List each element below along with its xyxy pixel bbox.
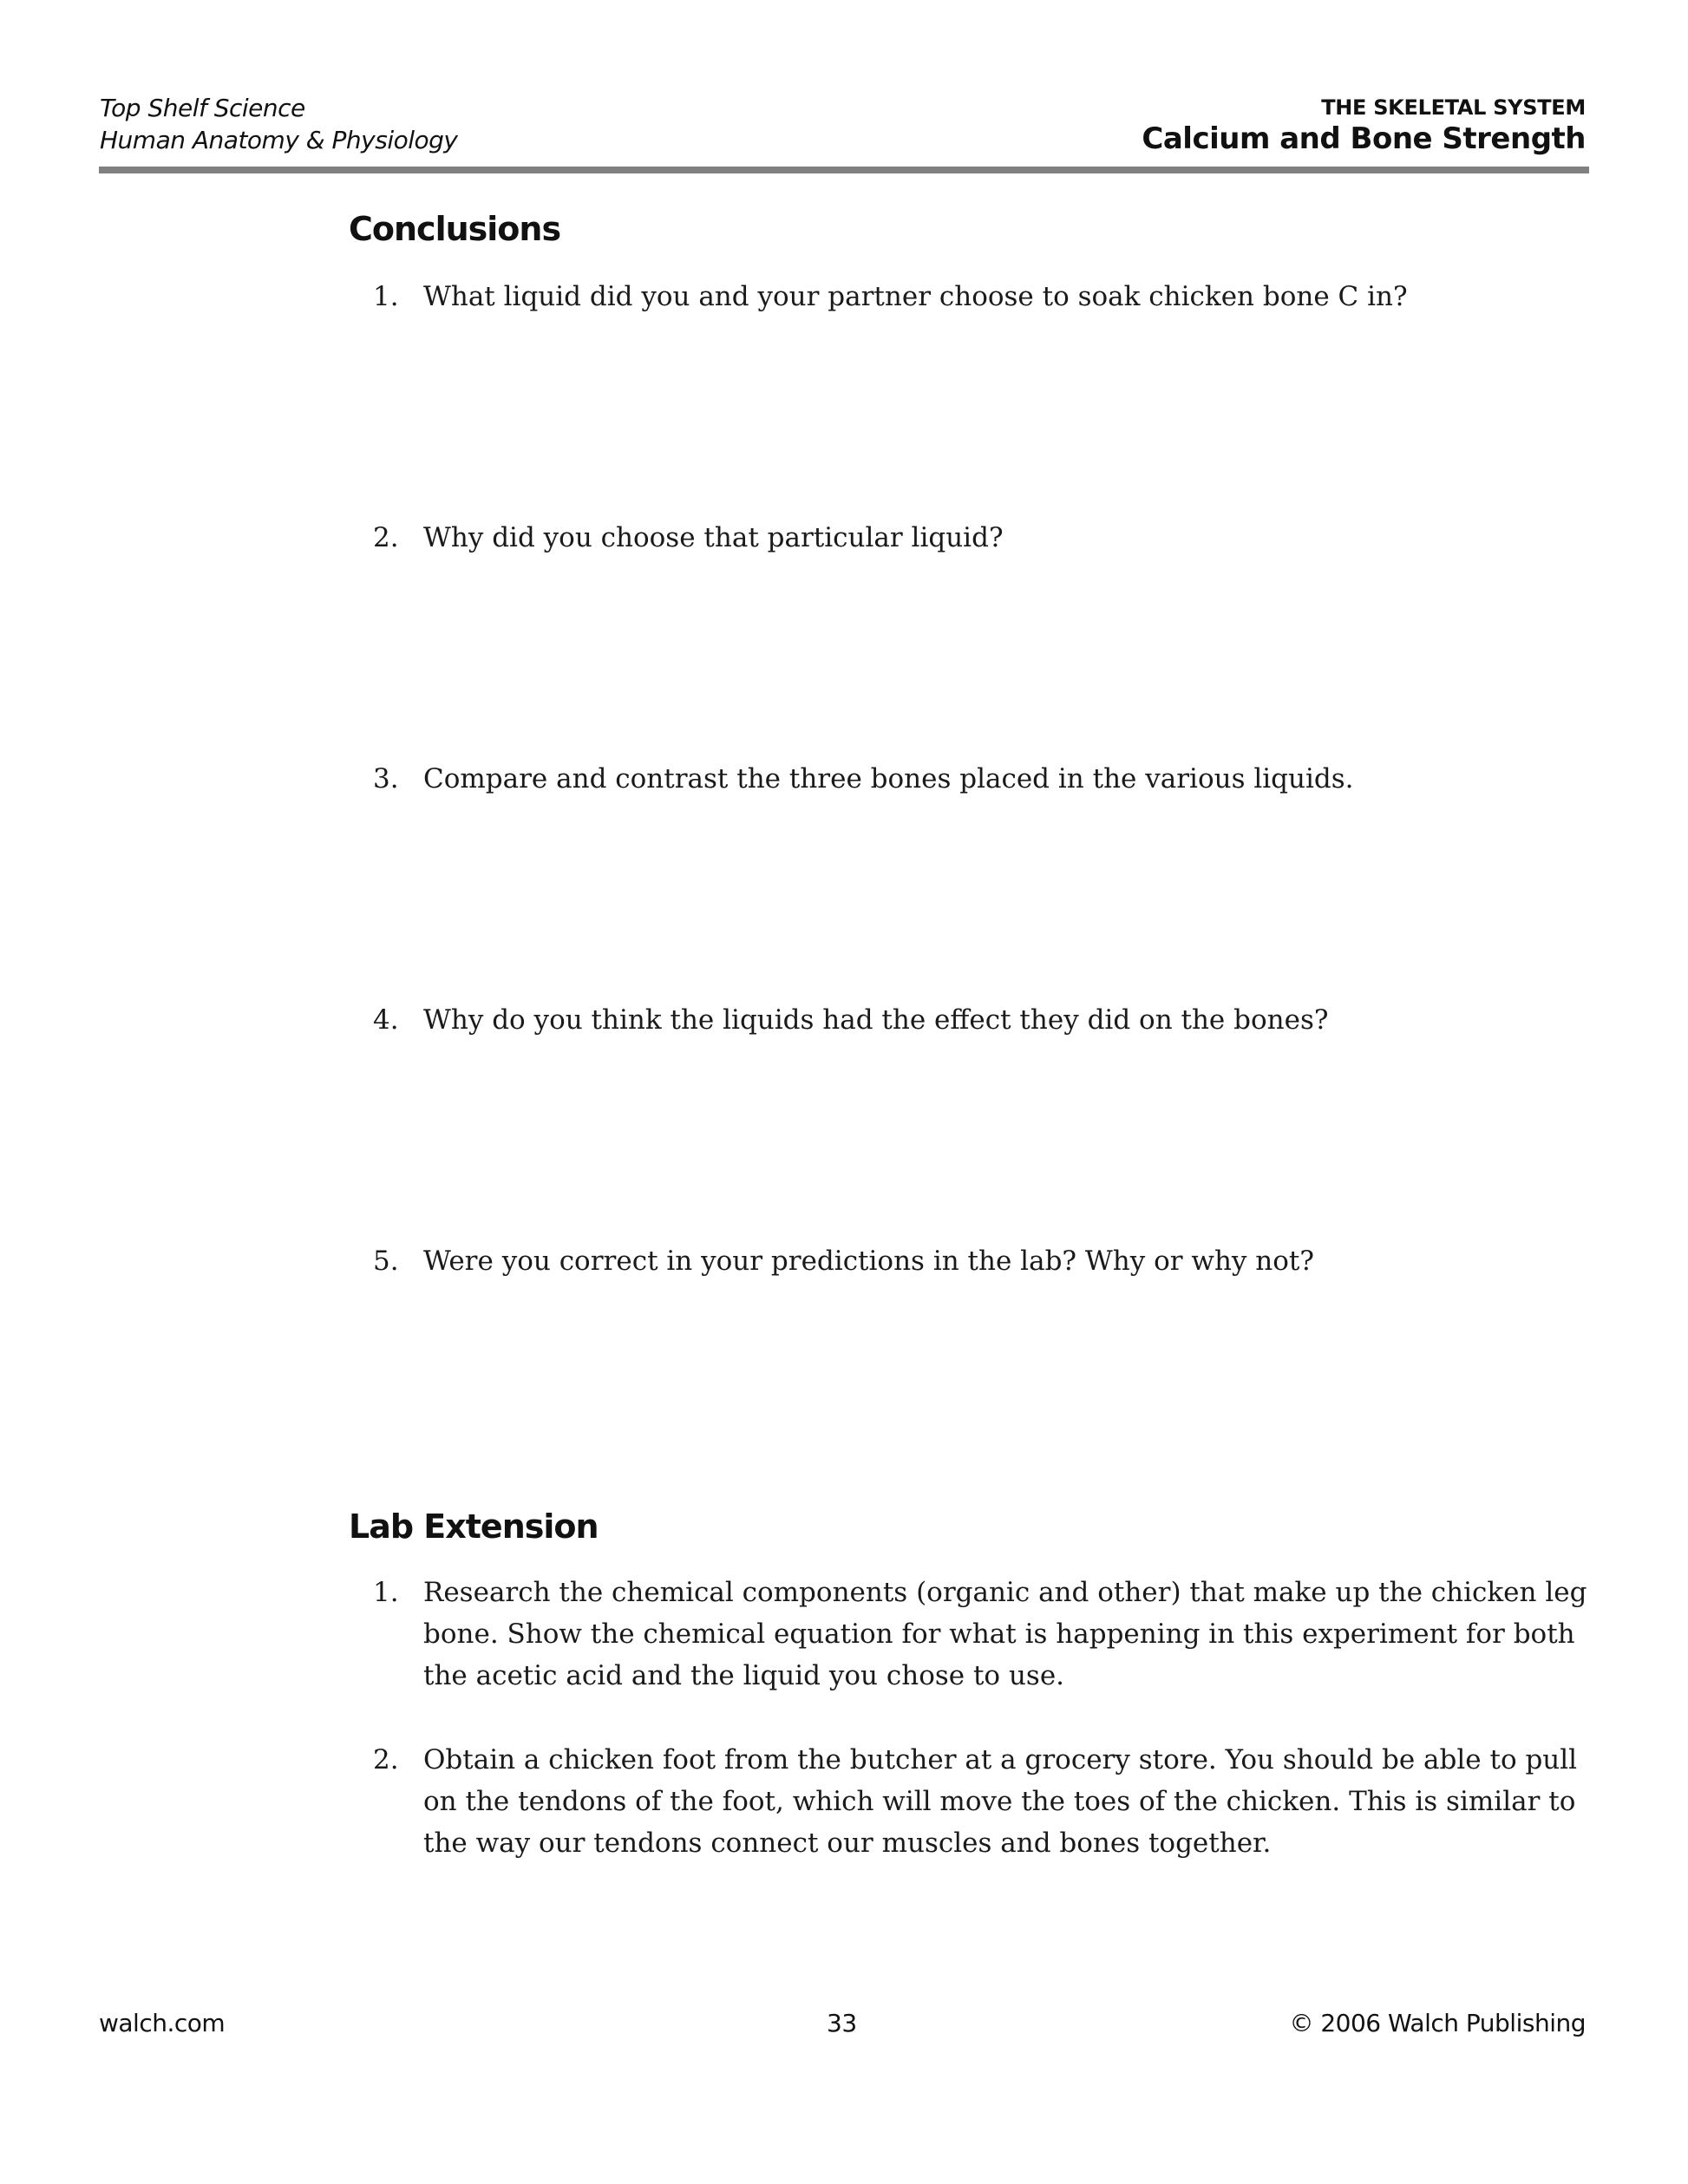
item-text-line: the acetic acid and the liquid you chose to use. xyxy=(423,1660,1065,1691)
header-divider xyxy=(99,167,1589,173)
question-text: Were you correct in your predictions in the lab? Why or why not? xyxy=(423,1246,1314,1277)
footer-copyright: © 2006 Walch Publishing xyxy=(1289,2009,1586,2037)
question-number: 5. xyxy=(373,1246,399,1277)
item-text-line: Research the chemical components (organic and other) that make up the chicken leg xyxy=(423,1577,1587,1608)
lesson-title: Calcium and Bone Strength xyxy=(1142,121,1586,156)
item-text-line: Obtain a chicken foot from the butcher at a grocery store. You should be able to pull xyxy=(423,1744,1578,1775)
lab-extension-heading: Lab Extension xyxy=(349,1507,599,1546)
conclusions-heading: Conclusions xyxy=(349,210,561,248)
item-text-line: on the tendons of the foot, which will move the toes of the chicken. This is similar to xyxy=(423,1786,1576,1817)
item-number: 1. xyxy=(373,1577,399,1608)
footer-website: walch.com xyxy=(99,2009,226,2037)
question-number: 4. xyxy=(373,1004,399,1036)
item-text-line: the way our tendons connect our muscles and bones together. xyxy=(423,1828,1272,1859)
question-number: 3. xyxy=(373,763,399,794)
item-text-line: bone. Show the chemical equation for what is happening in this experiment for both xyxy=(423,1618,1575,1650)
question-number: 1. xyxy=(373,281,399,312)
series-title: Top Shelf Science xyxy=(100,94,305,122)
question-text: Compare and contrast the three bones placed in the various liquids. xyxy=(423,763,1354,794)
question-text: Why did you choose that particular liquid? xyxy=(423,522,1004,553)
page-number: 33 xyxy=(827,2009,857,2037)
question-text: Why do you think the liquids had the effect they did on the bones? xyxy=(423,1004,1329,1036)
question-number: 2. xyxy=(373,522,399,553)
course-title: Human Anatomy & Physiology xyxy=(100,126,458,154)
item-number: 2. xyxy=(373,1744,399,1775)
question-text: What liquid did you and your partner choose to soak chicken bone C in? xyxy=(423,281,1408,312)
unit-title: THE SKELETAL SYSTEM xyxy=(1321,95,1586,120)
